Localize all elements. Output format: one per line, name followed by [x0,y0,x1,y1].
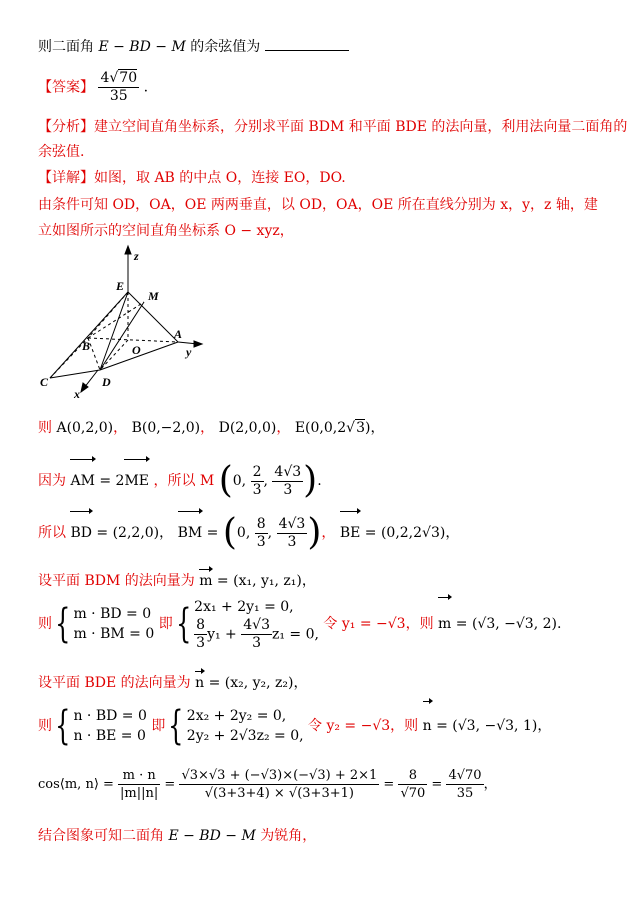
cos-f3-num: 8 [398,767,427,785]
cos-eq2: = [379,777,399,792]
label-M: M [148,289,159,303]
sys2-then: 即 [151,718,166,734]
question-post: 的余弦值为 [190,39,261,55]
answer-num-rad: 70 [119,70,138,86]
cos-line [38,760,497,810]
label-y: y [186,345,192,359]
bm-z-num: 4√3 [278,515,306,532]
cos-f2-den: √(3+3+4) × √(3+3+1) [204,786,354,801]
analysis-line-1 [38,117,627,137]
am-pre: 因为 [38,473,66,489]
conclusion-math: E − BD − M [168,828,256,844]
sys1-r2-num: 8 [196,616,206,633]
detail-text-2: 由条件可知 OD，OA，OE 两两垂直，以 OD，OA，OE 所在直线分别为 x，y，z 轴，建 [38,197,598,213]
cos-f3-den: √70 [400,786,426,801]
detail-label: 【详解】 [38,170,94,186]
label-B: B [82,339,91,353]
vec-BD-val: = (2,2,0)， [91,525,174,541]
vec-BE-val: = (0,2,2√3)， [360,525,460,541]
pyramid-figure [30,244,220,404]
label-z: z [134,249,139,263]
sys2-eq2: n · BE = 0 [73,728,146,744]
detail-line-1 [38,168,346,188]
edge-BA [88,338,178,342]
detail-line-3 [38,221,294,241]
edge-DM [100,302,144,370]
label-O: O [132,343,141,357]
analysis-label: 【分析】 [38,119,94,135]
sys1-vec: m [438,596,451,649]
bm-y-den: 3 [256,533,266,550]
coord-B: B(0,−2,0) [131,420,201,436]
sys1-let: 令 y₁ = −√3，则 [323,616,434,632]
label-E: E [116,279,125,293]
cos-f1-num: m · n [118,767,160,785]
conclusion-pre: 结合图象可知二面角 [38,828,164,844]
cos-f4-den: 35 [456,786,474,801]
detail-text-1: 如图，取 AB 的中点 O，连接 EO，DO. [94,170,346,186]
plane1-line [38,568,316,591]
plane1-vec: m [199,568,212,591]
plane2-line [38,670,308,693]
vec-ME: ME [124,458,149,501]
sys2-let: 令 y₂ = −√3，则 [308,718,419,734]
question-pre: 则二面角 [38,39,94,55]
answer-label: 【答案】 [38,79,94,96]
sys1-result: = (√3, −√3, 2). [451,616,562,632]
bm-y-num: 8 [256,515,266,532]
coord-E-pre: E(0,0,2 [294,420,347,436]
am-mid: ，所以 M [153,473,215,489]
vec-BM-eq: = [202,525,223,541]
conclusion-line [38,826,316,846]
sys2-r1: 2x₂ + 2y₂ = 0, [186,708,287,724]
sys1-r2-end: z₁ = 0, [271,626,319,642]
bm-x: 0, [236,525,251,541]
sys1-r2-mid: y₁ + [207,626,242,642]
am-end: . [317,473,322,489]
coord-E-rad: 3 [356,420,365,436]
vec-BE: BE [340,510,361,553]
answer-line [38,70,148,105]
sys1-r2-num2: 4√3 [243,616,270,633]
answer-dot: . [143,79,149,96]
answer-fraction: $\frac{4√70}{35}$ [100,70,138,104]
y-arrow [194,341,202,347]
vec-BM: BM [178,510,203,553]
analysis-text-2: 余弦值. [38,144,85,160]
am-eq: = 2 [94,473,125,489]
sys2-pre: 则 [38,718,52,734]
sys1-eq2: m · BM = 0 [73,626,155,642]
question-math: E − BD − M [98,39,186,55]
coords-line: 则 A(0,2,0)， B(0,−2,0)， D(2,0,0)， E(0,0,2√3)， [38,420,385,436]
plane2-pre: 设平面 BDE 的法向量为 [38,675,196,691]
vectors-pre: 所以 [38,525,66,541]
sys2-eq1: n · BD = 0 [73,708,147,724]
plane2-vec: n [195,670,204,693]
cos-end: ， [483,777,497,792]
m-y-num: 2 [252,463,262,480]
vectors-line: 所以 BD = (2,2,0)， BM = (0, $\frac{8}{3}$ , $\frac{4√3}{3}$ )， BE = (0,2,2√3)， [38,512,460,553]
sys1-eq1: m · BD = 0 [73,606,152,622]
cos-f2-num: √3×√3 + (−√3)×(−√3) + 2×1 [181,768,378,783]
m-z-num: 4√3 [274,463,302,480]
system1-line: 则{ m · BD = 0 m · BM = 0 即{ 2x₁ + 2y₁ = 0, $\frac{8}{3}$ y₁ + $\frac{4√3}{3}$ z₁ = 0, 令 y₁ = −√3，则 m = (√3, −√3, 2). [38,596,561,652]
label-C: C [40,375,49,389]
m-comma: , [263,473,268,489]
edge-ED [100,292,128,370]
question-line [38,36,349,57]
vec-AM: AM [70,458,94,501]
m-x: 0, [232,473,247,489]
coord-D: D(2,0,0) [218,420,277,436]
sys2-vec: n [423,700,432,749]
analysis-text-1: 建立空间直角坐标系，分别求平面 BDM 和平面 BDE 的法向量，利用法向量二面角的 [94,119,628,135]
plane1-eq: = (x₁, y₁, z₁)， [212,573,316,589]
plane2-eq: = (x₂, y₂, z₂)， [204,675,308,691]
analysis-line-2 [38,142,84,162]
edge-BM [88,302,144,338]
m-z-den: 3 [283,481,293,498]
bm-z-den: 3 [287,533,297,550]
coord-E-post: )， [364,420,385,436]
conclusion-post: 为锐角， [260,828,317,844]
cos-pre: cos⟨m, n⟩ = [38,777,119,792]
detail-text-3: 立如图所示的空间直角坐标系 O − xyz， [38,223,294,239]
cos-eq3: = [427,777,447,792]
sys2-r2: 2y₂ + 2√3z₂ = 0, [186,728,304,744]
label-x: x [74,387,80,401]
label-A: A [174,327,183,341]
edge-EC [50,292,128,378]
vec-BD: BD [70,510,92,553]
m-y-den: 3 [252,481,262,498]
answer-den: 35 [109,88,128,104]
answer-num-coef: 4 [100,70,110,86]
coords-pre: 则 [38,420,52,436]
sys1-r1: 2x₁ + 2y₁ = 0, [194,598,294,615]
sys1-r2-den2: 3 [252,634,262,651]
z-arrow [125,246,131,254]
sys1-pre: 则 [38,616,52,632]
plane1-pre: 设平面 BDM 的法向量为 [38,573,200,589]
coord-A: A(0,2,0) [56,420,114,436]
sys1-r2-den: 3 [196,634,206,651]
sys1-then: 即 [158,616,173,632]
cos-f4-num: 4√70 [448,768,482,783]
am-line: 因为 AM = 2ME ，所以 M (0, $\frac{2}{3}$ , $\frac{4√3}{3}$ ). [38,460,322,501]
sys2-result: = (√3, −√3, 1)， [431,718,552,734]
label-D: D [102,375,111,389]
detail-line-2 [38,195,598,215]
cos-f1-den: |m||n| [120,786,159,801]
answer-blank [265,36,349,51]
system2-line: 则{ n · BD = 0 n · BE = 0 即{ 2x₂ + 2y₂ = 0, 2y₂ + 2√3z₂ = 0, 令 y₂ = −√3，则 n = (√3, −√3, 1)， [38,700,551,749]
cos-eq1: = [160,777,180,792]
